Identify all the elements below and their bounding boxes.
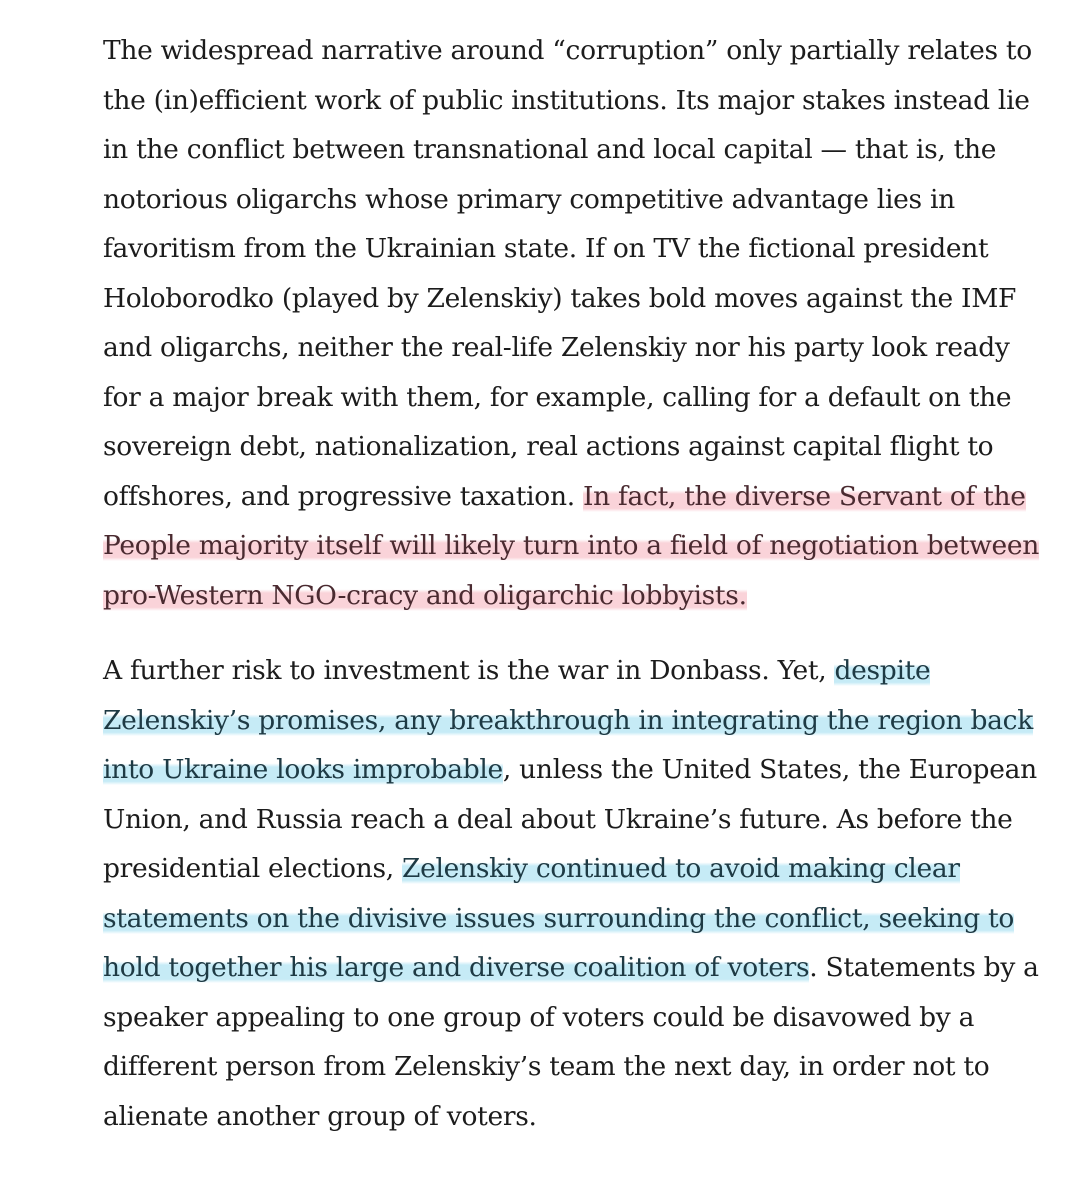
paragraph-text: A further risk to investment is the war in Donbass. Yet, bbox=[103, 655, 835, 686]
paragraph-text: . Statements by a speaker appealing to one group of voters could be disavowed by a different person from Zelenskiy’s team the next day, in order not to alienate another group of voters. bbox=[103, 952, 1039, 1132]
paragraph-corruption bbox=[103, 26, 1048, 620]
paragraph-text: The widespread narrative around “corruption” only partially relates to the (in)efficient work of public institutions. Its major stakes instead lie in the conflict between transnational and local capital — that is, the notorious oligarchs whose primary competitive advantage lies in favoritism from the Ukrainian state. If on TV the fictional president Holoborodko (played by Zelenskiy) takes bold moves against the IMF and oligarchs, neither the real-life Zelenskiy nor his party look ready for a major break with them, for example, calling for a default on the sovereign debt, nationalization, real actions against capital flight to offshores, and progressive taxation. bbox=[103, 35, 1032, 512]
highlight-blue[interactable]: despite Zelenskiy’s promises, any breakthrough in integrating the region back into Ukraine looks improbable bbox=[103, 655, 1033, 785]
paragraph-text: , unless the United States, the European Union, and Russia reach a deal about Ukraine’s future. As before the presidential elections, bbox=[103, 754, 1037, 884]
article-body bbox=[103, 26, 1048, 1167]
paragraph-donbass bbox=[103, 646, 1048, 1141]
highlight-pink[interactable]: In fact, the diverse Servant of the People majority itself will likely turn into a field of negotiation between pro-Western NGO-cracy and oligarchic lobbyists. bbox=[103, 480, 1040, 611]
highlight-blue[interactable]: Zelenskiy continued to avoid making clear statements on the divisive issues surrounding the conflict, seeking to hold together his large and diverse coalition of voters bbox=[103, 853, 1015, 983]
